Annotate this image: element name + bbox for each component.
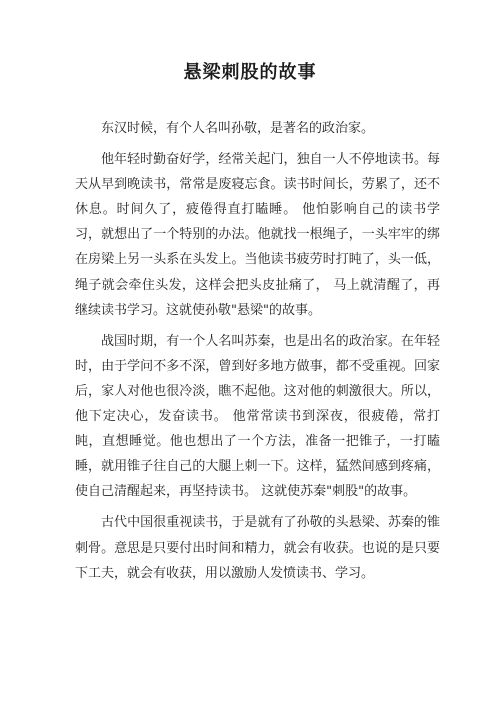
paragraph-sun-jing: 他年轻时勤奋好学，经常关起门，独自一人不停地读书。每天从早到晚读书，常常是废寝忘食。读书时间长，劳累了，还不休息。时间久了，疲倦得直打瞌睡。 他怕影响自己的读书学习，就想出了一个特别的办法。他就找一根绳子，一头牢牢的绑在房梁上另一头系在头发上。当他读书疲劳时打盹了，头一低，绳子就会牵住头发，这样会把头皮扯痛了， 马上就清醒了，再继续读书学习。这就使孙敬"悬梁"的故事。: [75, 152, 440, 318]
document-body: [75, 116, 440, 586]
paragraph-conclusion: 古代中国很重视读书，于是就有了孙敬的头悬梁、苏秦的锥刺骨。意思是只要付出时间和精力，就会有收获。也说的是只要下工夫，就会有收获，用以激励人发愤读书、学习。: [75, 515, 440, 581]
paragraph-intro: 东汉时候，有个人名叫孙敬，是著名的政治家。: [101, 121, 375, 136]
document-title: 悬梁刺股的故事: [183, 62, 317, 83]
paragraph-su-qin: 战国时期，有一个人名叫苏秦，也是出名的政治家。在年轻时，由于学问不多不深，曾到好多地方做事，都不受重视。回家后，家人对他也很冷淡，瞧不起他。这对他的刺激很大。所以，他下定决心，发奋读书。 他常常读书到深夜，很疲倦，常打盹，直想睡觉。他也想出了一个方法，准备一把锥子，一打瞌睡，就用锥子往自己的大腿上刺一下。这样，猛然间感到疼痛，使自己清醒起来，再坚持读书。 这就使苏秦"刺股"的故事。: [75, 333, 440, 500]
